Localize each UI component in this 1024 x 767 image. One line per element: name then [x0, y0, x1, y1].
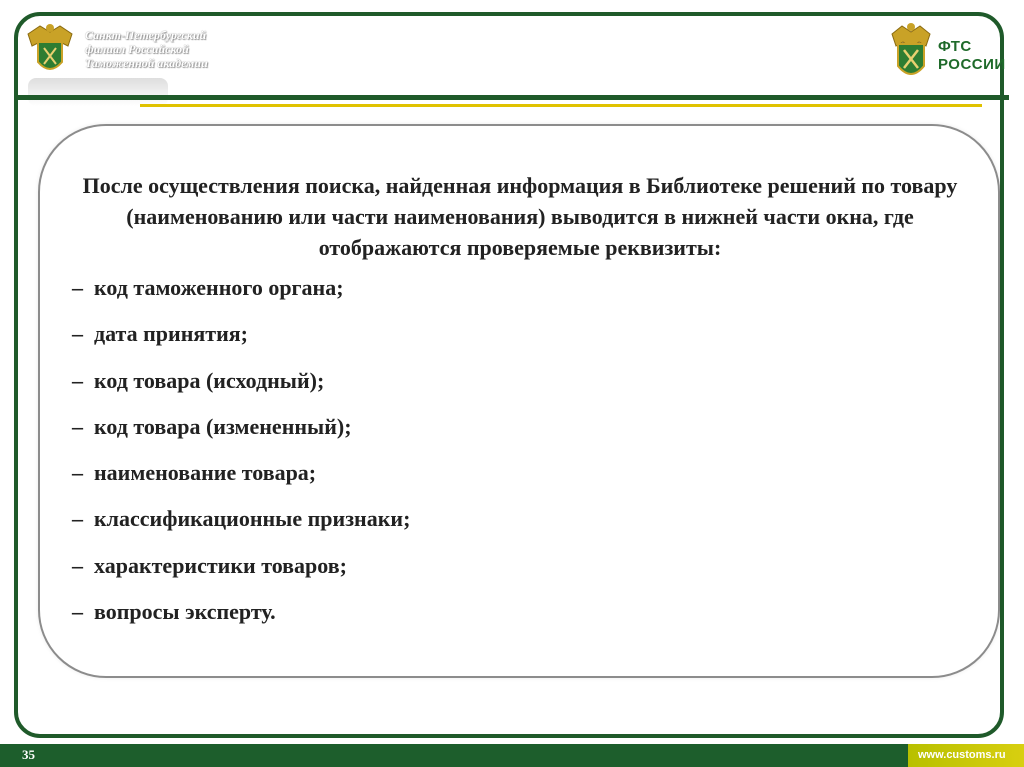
list-item — [72, 319, 410, 365]
fts-russia-label — [938, 38, 1008, 74]
list-item — [72, 597, 410, 643]
list-item-text: вопросы эксперту. — [94, 599, 276, 625]
list-item-text: наименование товара; — [94, 460, 317, 486]
list-item — [72, 412, 410, 458]
header-divider — [14, 95, 1009, 100]
list-item-text: классификационные признаки; — [94, 506, 411, 532]
bullet-dash: – — [72, 275, 83, 300]
organization-name — [85, 28, 255, 70]
list-item — [72, 504, 410, 550]
bullet-dash: – — [72, 413, 83, 439]
bullet-dash: – — [72, 506, 83, 532]
list-item-text: код товара (измененный); — [94, 413, 352, 439]
bullet-dash: – — [72, 321, 83, 347]
bullet-dash: – — [72, 460, 83, 486]
header-shadow — [28, 78, 168, 106]
list-item — [72, 366, 410, 412]
intro-paragraph: После осуществления поиска, найденная информация в Библиотеке решений по товару (наименованию или части наименования) выводится в нижней части окна, где отображаются проверяемые реквизиты: — [82, 173, 958, 260]
bullet-dash: – — [72, 599, 83, 625]
header-accent-line — [140, 104, 982, 107]
fts-label-line-1: ФТС — [938, 38, 972, 55]
customs-emblem-icon — [888, 20, 934, 84]
list-item — [72, 273, 410, 319]
list-item — [72, 551, 410, 597]
site-url-link[interactable]: www.customs.ru — [918, 749, 1006, 761]
list-item-text: код таможенного органа; — [94, 275, 344, 300]
list-item-text: характеристики товаров; — [94, 552, 347, 578]
org-name-line-3: Таможенной академии — [85, 56, 208, 70]
page-number: 35 — [22, 747, 35, 762]
fts-label-line-2: РОССИИ — [938, 56, 1006, 73]
list-item-text: дата принятия; — [94, 321, 249, 347]
org-name-line-1: Санкт-Петербургский — [85, 28, 207, 42]
bullet-dash: – — [72, 552, 83, 578]
requisites-list — [72, 273, 410, 643]
footer-bar — [0, 744, 1024, 767]
bullet-dash: – — [72, 367, 83, 393]
org-name-line-2: филиал Российской — [85, 42, 189, 56]
coat-of-arms-icon — [22, 20, 78, 80]
list-item-text: код товара (исходный); — [94, 367, 325, 393]
list-item — [72, 458, 410, 504]
